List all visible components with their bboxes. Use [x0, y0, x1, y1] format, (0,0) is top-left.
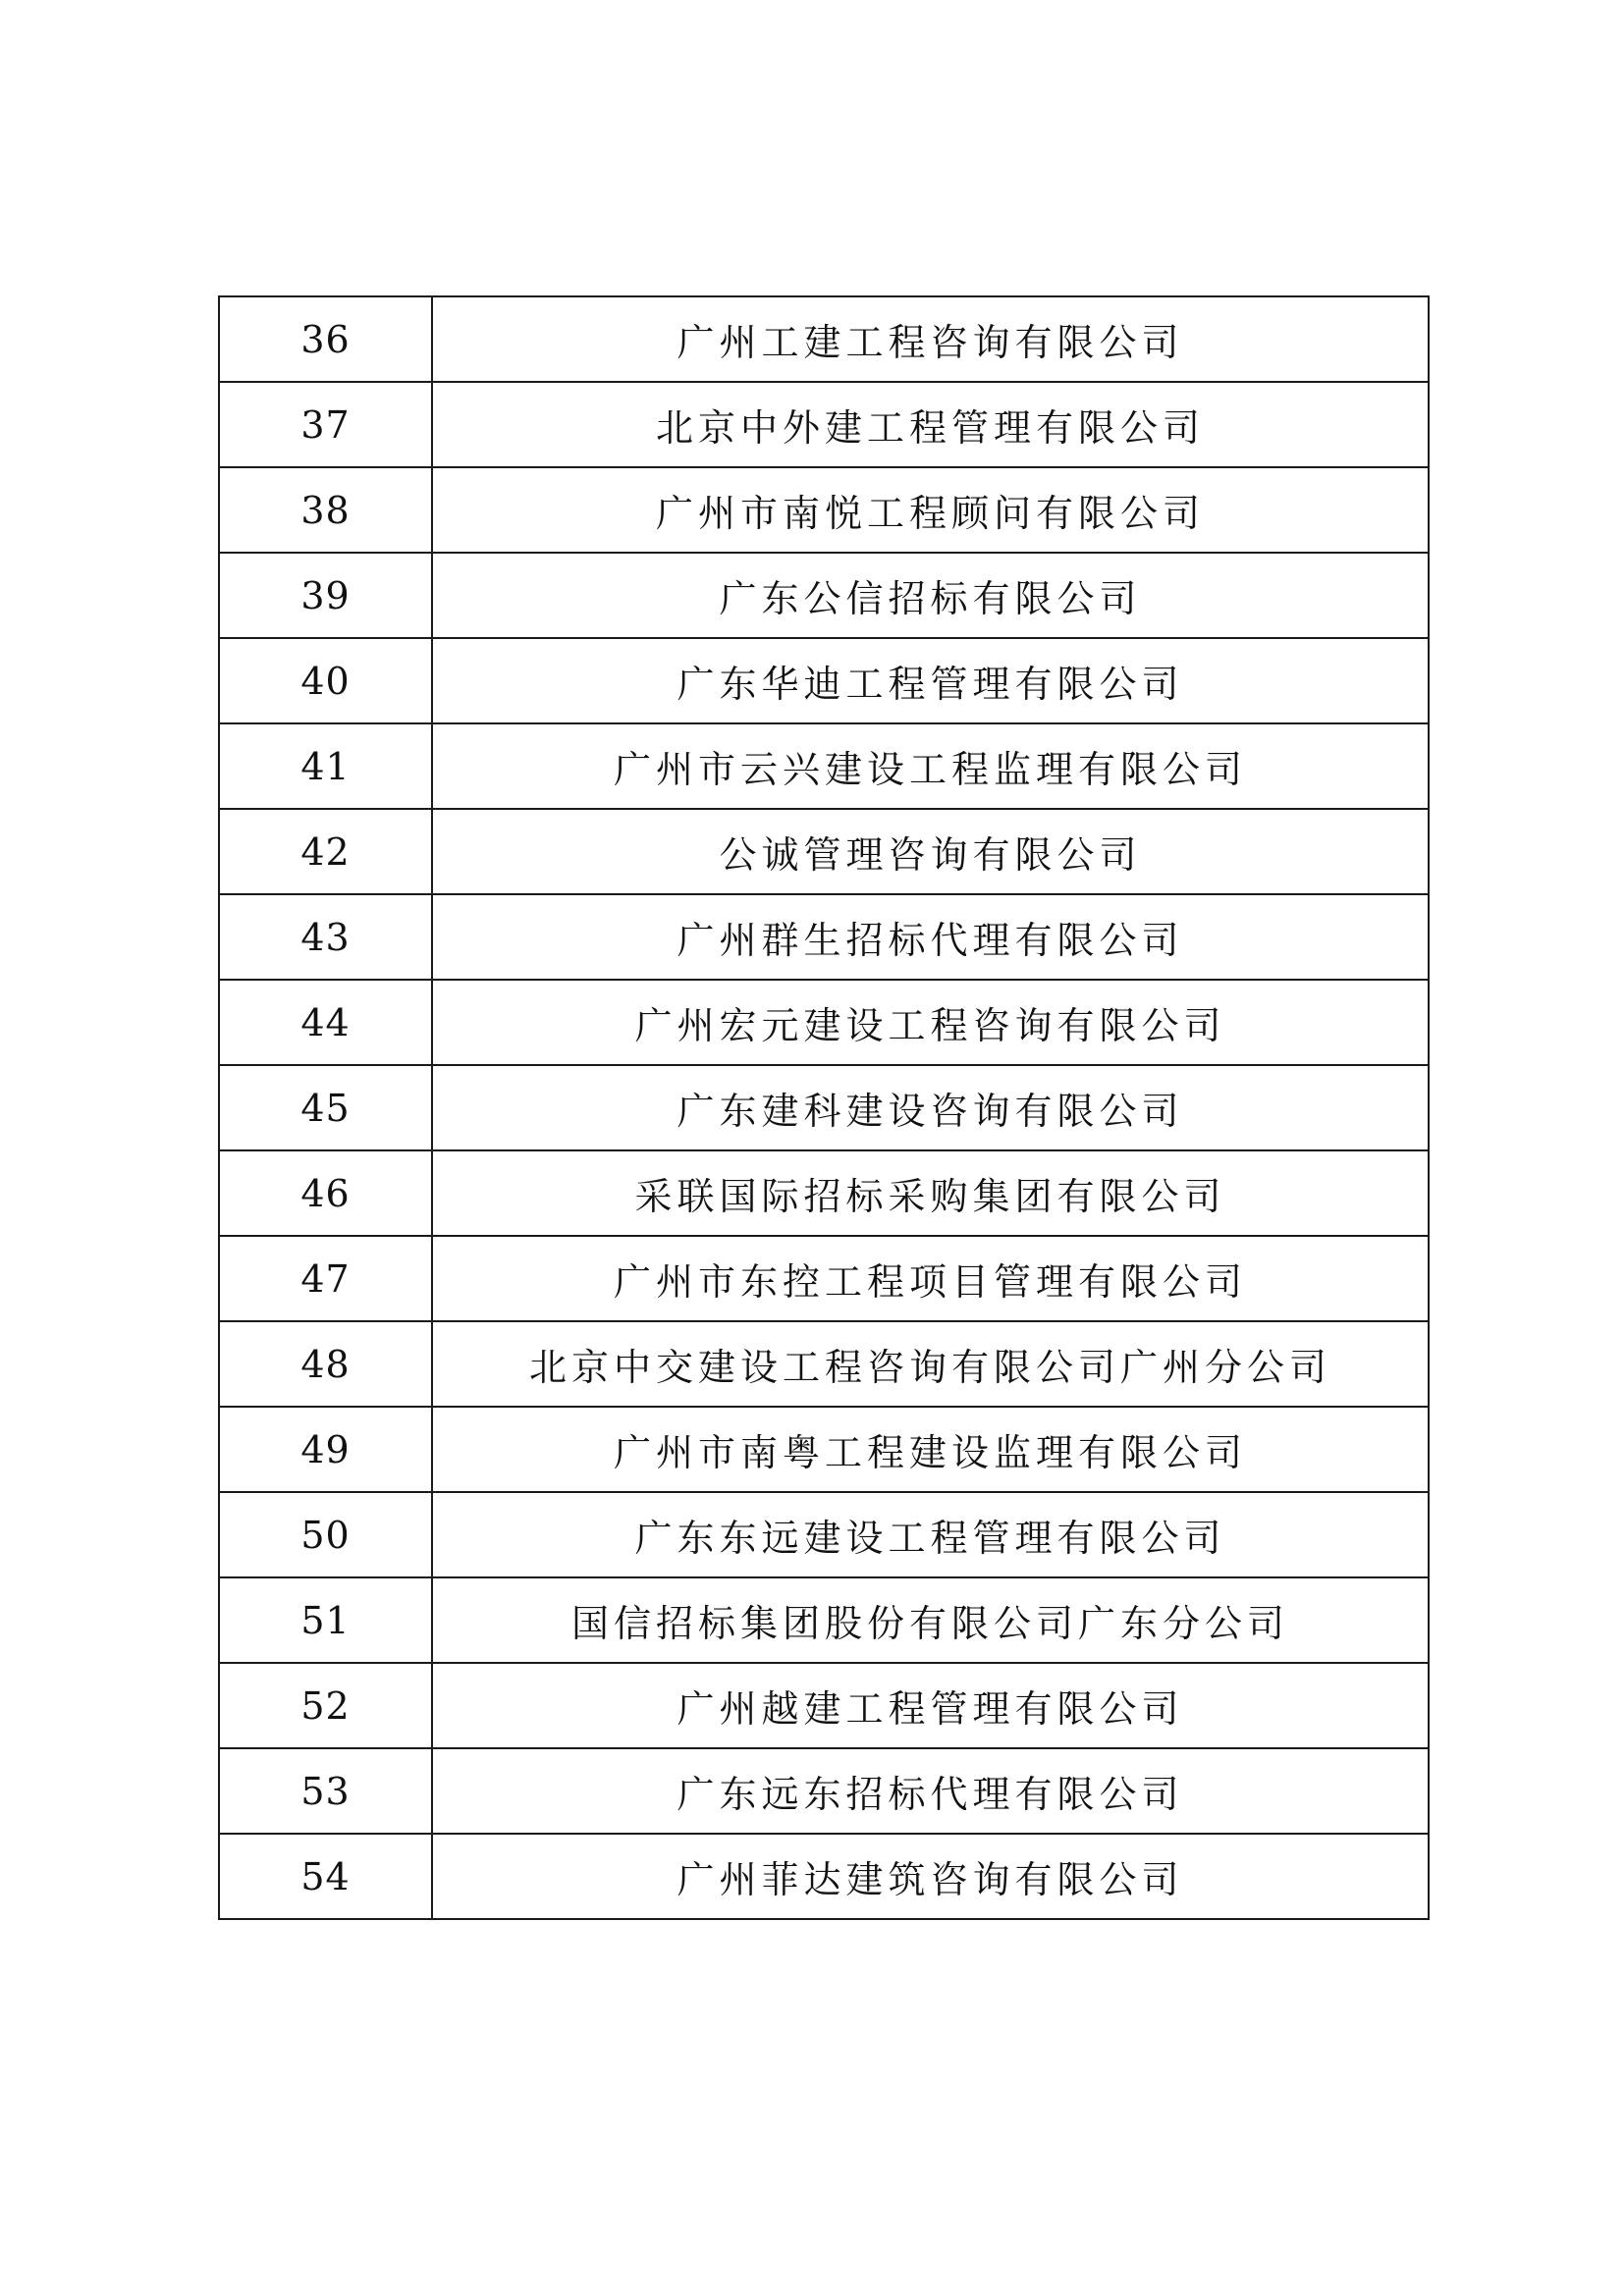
table-row	[219, 723, 1429, 809]
company-name-cell: 广州群生招标代理有限公司	[432, 894, 1429, 980]
company-name-cell: 广东东远建设工程管理有限公司	[432, 1492, 1429, 1577]
row-index-cell: 48	[219, 1321, 432, 1407]
row-index-cell: 54	[219, 1834, 432, 1919]
table-row	[219, 296, 1429, 382]
table-row	[219, 1065, 1429, 1150]
table-row	[219, 980, 1429, 1065]
row-index-cell: 45	[219, 1065, 432, 1150]
company-list-table	[218, 295, 1430, 1920]
company-name-cell: 广州市南粤工程建设监理有限公司	[432, 1407, 1429, 1492]
row-index-cell: 42	[219, 809, 432, 894]
row-index-cell: 40	[219, 638, 432, 723]
company-name-cell: 广州越建工程管理有限公司	[432, 1663, 1429, 1748]
company-name-cell: 国信招标集团股份有限公司广东分公司	[432, 1577, 1429, 1663]
company-name-cell: 广州市云兴建设工程监理有限公司	[432, 723, 1429, 809]
company-name-cell: 广东华迪工程管理有限公司	[432, 638, 1429, 723]
table-row	[219, 894, 1429, 980]
row-index-cell: 51	[219, 1577, 432, 1663]
table-body	[219, 296, 1429, 1919]
table-row	[219, 1492, 1429, 1577]
table-row	[219, 638, 1429, 723]
company-name-cell: 广东建科建设咨询有限公司	[432, 1065, 1429, 1150]
row-index-cell: 37	[219, 382, 432, 467]
row-index-cell: 53	[219, 1748, 432, 1834]
company-name-cell: 广东公信招标有限公司	[432, 553, 1429, 638]
row-index-cell: 39	[219, 553, 432, 638]
table-row	[219, 1236, 1429, 1321]
company-name-cell: 公诚管理咨询有限公司	[432, 809, 1429, 894]
row-index-cell: 50	[219, 1492, 432, 1577]
table-row	[219, 1663, 1429, 1748]
row-index-cell: 44	[219, 980, 432, 1065]
row-index-cell: 38	[219, 467, 432, 553]
row-index-cell: 47	[219, 1236, 432, 1321]
company-name-cell: 北京中交建设工程咨询有限公司广州分公司	[432, 1321, 1429, 1407]
row-index-cell: 46	[219, 1150, 432, 1236]
row-index-cell: 43	[219, 894, 432, 980]
company-name-cell: 广州市南悦工程顾问有限公司	[432, 467, 1429, 553]
company-name-cell: 广州菲达建筑咨询有限公司	[432, 1834, 1429, 1919]
company-name-cell: 采联国际招标采购集团有限公司	[432, 1150, 1429, 1236]
row-index-cell: 52	[219, 1663, 432, 1748]
company-name-cell: 广州市东控工程项目管理有限公司	[432, 1236, 1429, 1321]
table-row	[219, 1407, 1429, 1492]
table-row	[219, 1748, 1429, 1834]
table-row	[219, 553, 1429, 638]
table-row	[219, 382, 1429, 467]
table-row	[219, 467, 1429, 553]
company-name-cell: 广东远东招标代理有限公司	[432, 1748, 1429, 1834]
company-name-cell: 北京中外建工程管理有限公司	[432, 382, 1429, 467]
company-name-cell: 广州工建工程咨询有限公司	[432, 296, 1429, 382]
table-row	[219, 1834, 1429, 1919]
row-index-cell: 49	[219, 1407, 432, 1492]
table-row	[219, 1150, 1429, 1236]
company-name-cell: 广州宏元建设工程咨询有限公司	[432, 980, 1429, 1065]
row-index-cell: 36	[219, 296, 432, 382]
row-index-cell: 41	[219, 723, 432, 809]
table-row	[219, 809, 1429, 894]
table-row	[219, 1321, 1429, 1407]
table-row	[219, 1577, 1429, 1663]
